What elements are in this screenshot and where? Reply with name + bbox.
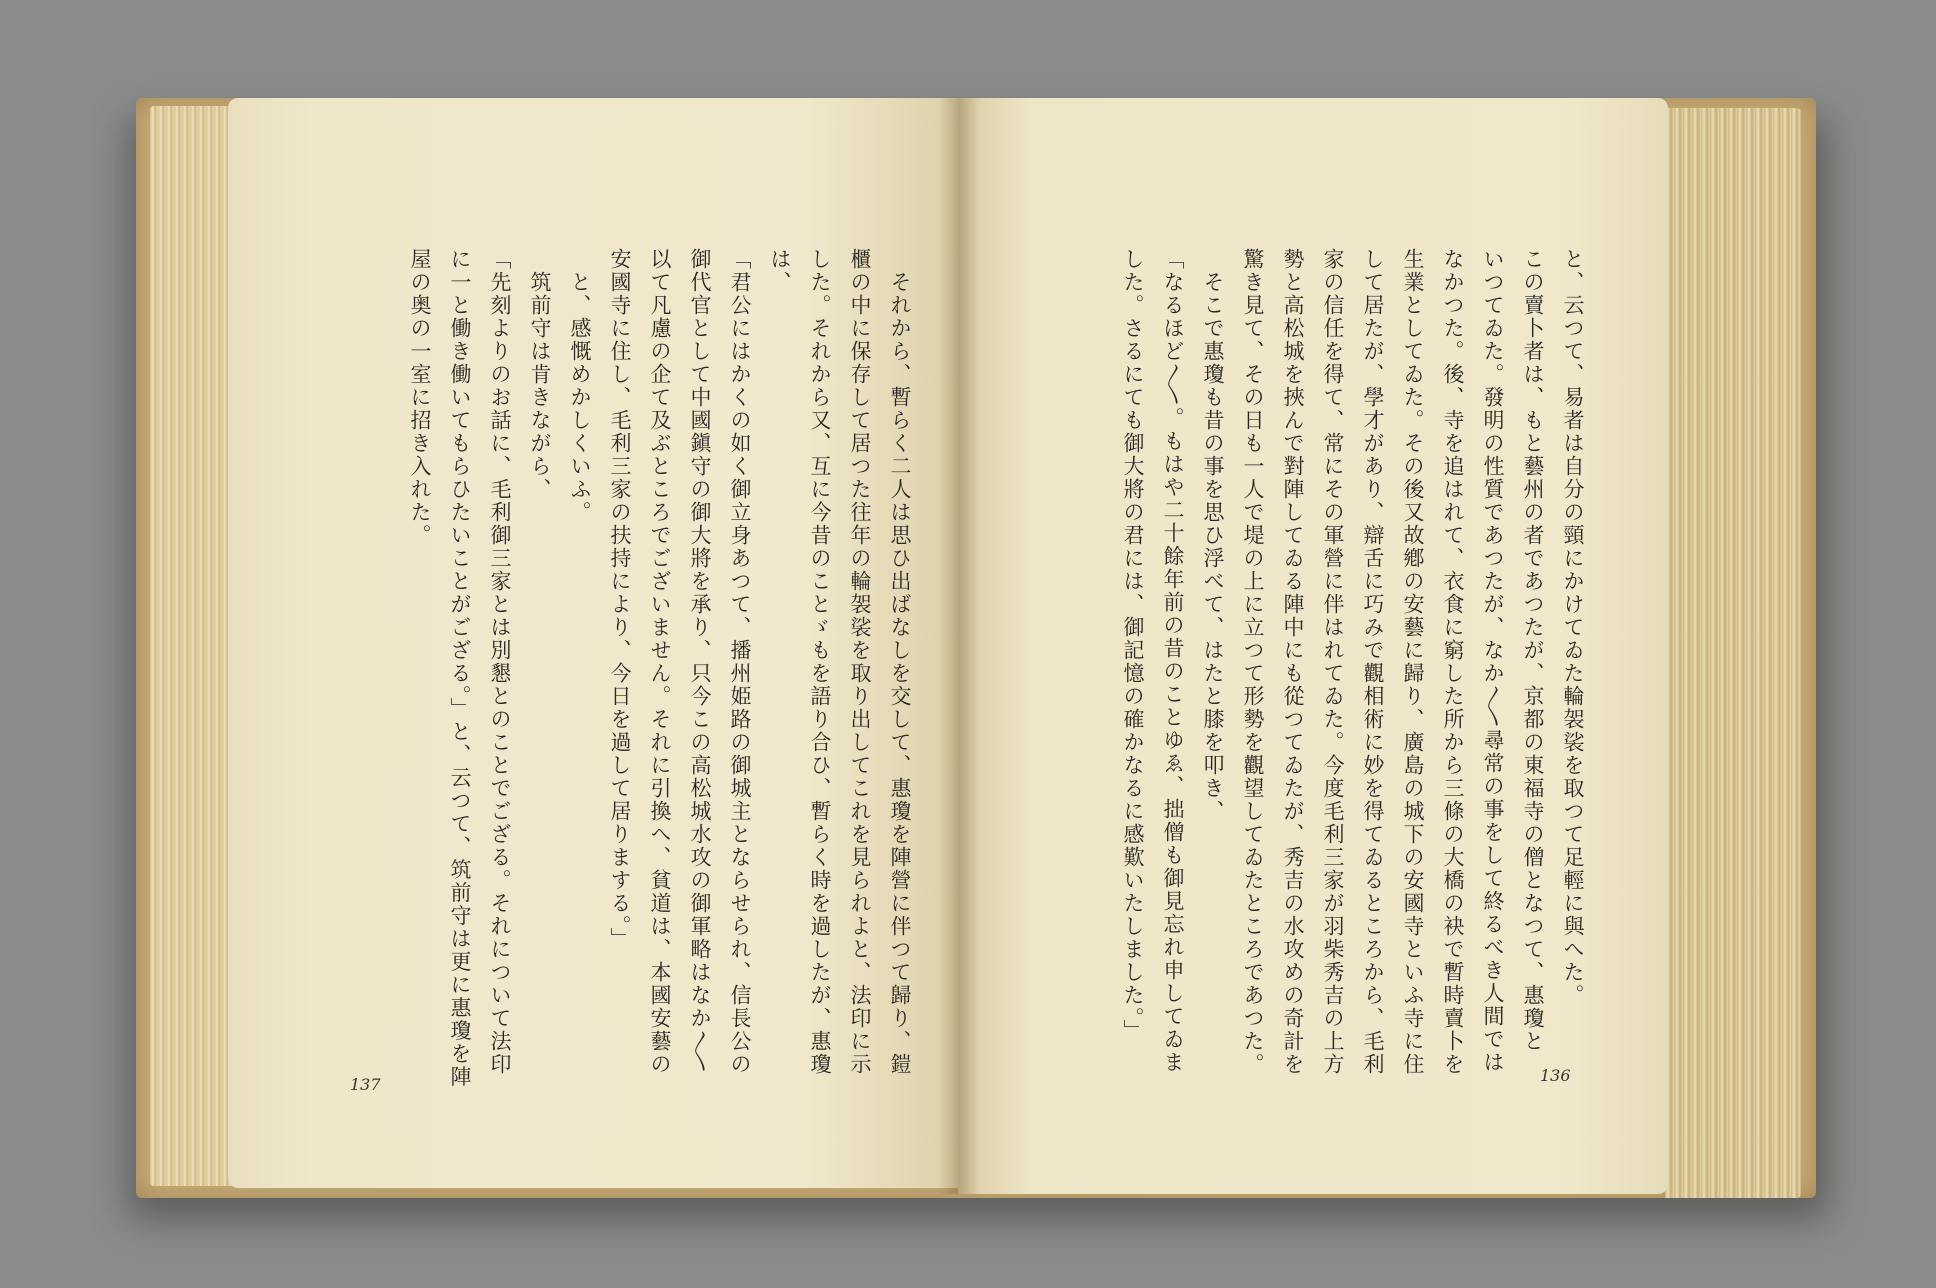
text-column: 以て凡慮の企て及ぶところでございません。それに引換へ、貧道は、本國安藝の bbox=[648, 248, 672, 1076]
text-column: いつてゐた。發明の性質であつたが、なか〳〵尋常の事をして終るべき人間では bbox=[1481, 248, 1505, 1074]
text-column: に一と働き働いてもらひたいことがござる。」と、云つて、筑前守は更に惠瓊を陣 bbox=[448, 248, 472, 1089]
text-column: 御代官として中國鎭守の御大將を承り、只今この高松城水攻の御軍略はなか〳〵 bbox=[688, 248, 712, 1074]
text-column: 勢と高松城を挾んで對陣してゐる陣中にも從つてゐたが、秀吉の水攻めの奇計を bbox=[1281, 248, 1305, 1076]
text-column: 屋の奥の一室に招き入れた。 bbox=[408, 248, 432, 547]
book-gutter bbox=[938, 98, 980, 1194]
text-column: した。さるにても御大將の君には、御記憶の確かなるに感歎いたしました。」 bbox=[1121, 248, 1145, 1043]
text-column: と、感慨めかしくいふ。 bbox=[568, 248, 592, 524]
text-column: 筑前守は肯きながら、 bbox=[528, 248, 552, 501]
text-column: 「君公にはかくの如く御立身あつて、播州姫路の御城主とならせられ、信長公の bbox=[728, 248, 752, 1076]
text-column: 生業としてゐた。その後又故鄕の安藝に歸り、廣島の城下の安國寺といふ寺に住 bbox=[1401, 248, 1425, 1076]
right-page-text bbox=[1073, 248, 1593, 1148]
text-column: は、 bbox=[768, 248, 792, 294]
text-column: 安國寺に住し、毛利三家の扶持により、今日を過して居りまする。」 bbox=[608, 248, 632, 951]
text-column: 「なるほど〳〵。もはや二十餘年前の昔のことゆゑ、拙僧も御見忘れ申してゐま bbox=[1161, 248, 1185, 1074]
text-column: そこで惠瓊も昔の事を思ひ浮べて、はたと膝を叩き、 bbox=[1201, 248, 1225, 823]
text-column: して居たが、學才があり、辯舌に巧みで觀相術に妙を得てゐるところから、毛利 bbox=[1361, 248, 1385, 1076]
left-page bbox=[228, 98, 960, 1188]
page-number: 136 bbox=[1540, 1066, 1571, 1085]
text-column: 「先刻よりのお話に、毛利御三家とは別懇とのことでござる。それについて法印 bbox=[488, 248, 512, 1076]
text-column: 家の信任を得て、常にその軍營に伴はれてゐた。今度毛利三家が羽柴秀吉の上方 bbox=[1321, 248, 1345, 1076]
page-number: 137 bbox=[350, 1075, 381, 1094]
right-page bbox=[958, 98, 1668, 1194]
text-column: それから、暫らく二人は思ひ出ばなしを交して、惠瓊を陣營に伴つて歸り、鎧 bbox=[888, 248, 912, 1076]
text-column: 驚き見て、その日も一人で堤の上に立つて形勢を觀望してゐたところであつた。 bbox=[1241, 248, 1265, 1076]
text-column: 櫃の中に保存して居つた往年の輪袈裟を取り出してこれを見られよと、法印に示 bbox=[848, 248, 872, 1076]
text-column: なかつた。後、寺を追はれて、衣食に窮した所から三條の大橋の袂で暫時賣卜を bbox=[1441, 248, 1465, 1076]
right-page-edges bbox=[1665, 108, 1801, 1198]
text-column: と、云つて、易者は自分の頸にかけてゐた輪袈裟を取つて足輕に與へた。 bbox=[1561, 248, 1585, 1007]
text-column: した。それから又、互に今昔のことゞもを語り合ひ、暫らく時を過したが、惠瓊 bbox=[808, 248, 832, 1076]
text-column: この賣卜者は、もと藝州の者であつたが、京都の東福寺の僧となつて、惠瓊と bbox=[1521, 248, 1545, 1053]
left-page-text bbox=[358, 248, 920, 1148]
